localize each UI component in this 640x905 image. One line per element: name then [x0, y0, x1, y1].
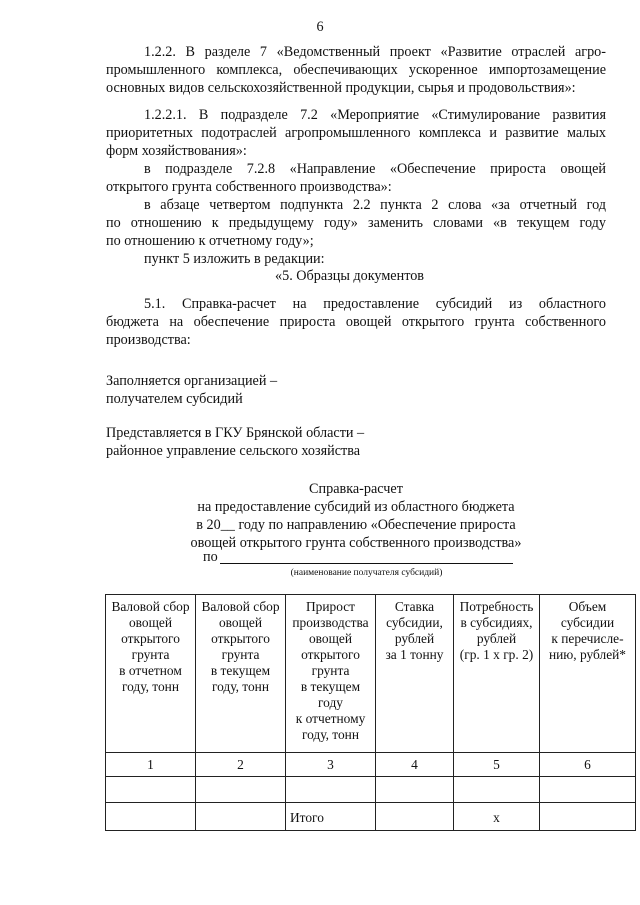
table-empty-row [106, 777, 636, 803]
total-empty-cell [540, 803, 636, 831]
total-mark: х [454, 803, 540, 831]
paragraph-5: пункт 5 изложить в редакции: [144, 251, 325, 267]
empty-cell [106, 777, 196, 803]
page-number: 6 [316, 19, 324, 35]
number-cell-6: 6 [540, 753, 636, 777]
paragraph-6: «5. Образцы документов [275, 268, 424, 284]
recipient-name-line [220, 563, 513, 564]
header-col-3: Прирост производства овощей открытого грунта в текущем году к отчетному году, тонн [286, 595, 376, 753]
table-number-row [106, 753, 636, 777]
table-total-row [106, 803, 636, 831]
total-empty-cell [376, 803, 454, 831]
subsidy-table [105, 594, 636, 831]
empty-cell [540, 777, 636, 803]
table-header-row [106, 595, 636, 753]
header-col-6: Объем субсидии к перечисле- нию, рублей* [540, 595, 636, 753]
empty-cell [196, 777, 286, 803]
header-col-5: Потребность в субсидиях, рублей (гр. 1 х гр. 2) [454, 595, 540, 753]
empty-cell [454, 777, 540, 803]
header-col-4: Ставка субсидии, рублей за 1 тонну [376, 595, 454, 753]
header-col-1: Валовой сбор овощей открытого грунта в отчетном году, тонн [106, 595, 196, 753]
number-cell-4: 4 [376, 753, 454, 777]
empty-cell [286, 777, 376, 803]
header-col-2: Валовой сбор овощей открытого грунта в текущем году, тонн [196, 595, 286, 753]
total-label: Итого [286, 803, 376, 831]
total-empty-cell [106, 803, 196, 831]
empty-cell [376, 777, 454, 803]
number-cell-1: 1 [106, 753, 196, 777]
number-cell-3: 3 [286, 753, 376, 777]
number-cell-2: 2 [196, 753, 286, 777]
total-empty-cell [196, 803, 286, 831]
number-cell-5: 5 [454, 753, 540, 777]
